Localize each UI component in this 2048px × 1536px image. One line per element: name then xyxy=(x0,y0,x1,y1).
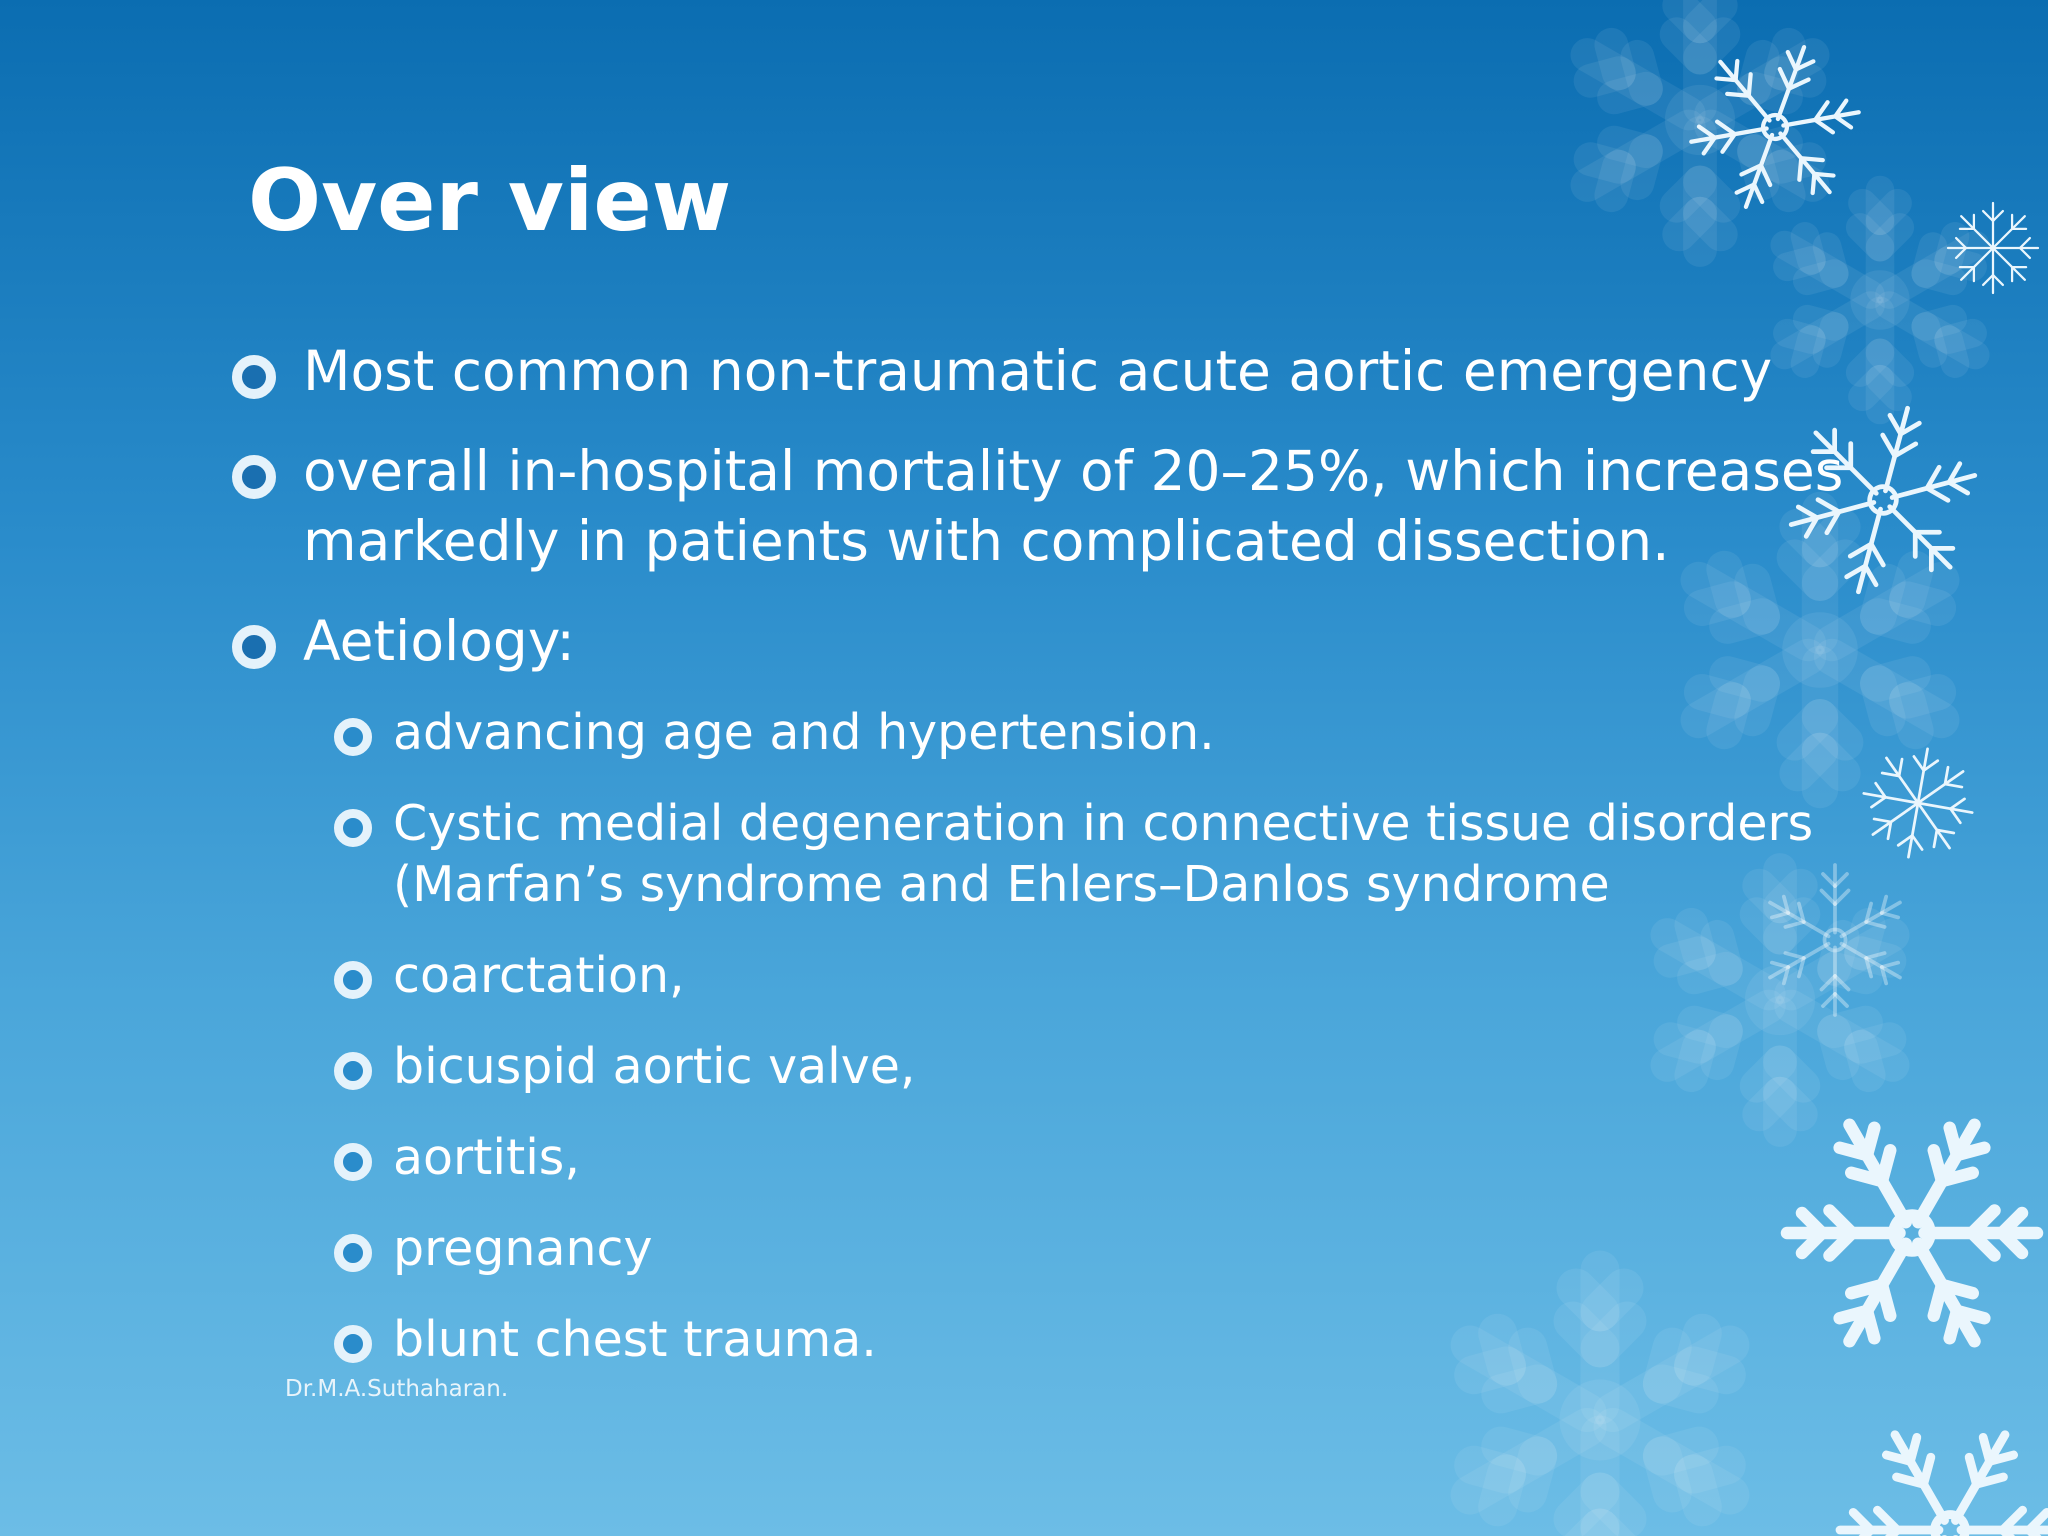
circle-bullet-icon xyxy=(334,1143,372,1181)
sub-bullet-text: advancing age and hypertension. xyxy=(393,704,1215,761)
bullet-text: overall in-hospital mortality of 20–25%, which increases markedly in patients with complicated dissection. xyxy=(303,439,1844,573)
sub-bullet-item xyxy=(230,1036,1930,1097)
sub-bullet-item xyxy=(230,1309,1930,1370)
sub-bullet-item xyxy=(230,1218,1930,1279)
sub-bullet-item xyxy=(230,702,1930,763)
circle-bullet-icon xyxy=(232,625,276,669)
sub-bullet-text: Cystic medial degeneration in connective tissue disorders (Marfan’s syndrome and Ehlers–Danlos syndrome xyxy=(393,795,1814,913)
sub-bullet-item xyxy=(230,1127,1930,1188)
circle-bullet-icon xyxy=(334,1052,372,1090)
circle-bullet-icon xyxy=(334,1325,372,1363)
sub-bullet-item xyxy=(230,793,1930,915)
sub-bullet-text: blunt chest trauma. xyxy=(393,1311,877,1368)
circle-bullet-icon xyxy=(232,355,276,399)
sub-bullet-text: coarctation, xyxy=(393,947,685,1004)
circle-bullet-icon xyxy=(334,961,372,999)
bullet-item xyxy=(230,436,1930,576)
slide-title: Over view xyxy=(248,151,732,251)
bullet-list xyxy=(230,336,1930,1370)
bullet-item xyxy=(230,336,1930,406)
sub-bullet-text: bicuspid aortic valve, xyxy=(393,1038,916,1095)
bullet-text: Most common non-traumatic acute aortic emergency xyxy=(303,339,1773,403)
sub-bullet-item xyxy=(230,945,1930,1006)
circle-bullet-icon xyxy=(334,718,372,756)
bullet-item xyxy=(230,606,1930,676)
sub-bullet-text: aortitis, xyxy=(393,1129,580,1186)
circle-bullet-icon xyxy=(334,1234,372,1272)
circle-bullet-icon xyxy=(334,809,372,847)
circle-bullet-icon xyxy=(232,455,276,499)
bullet-text: Aetiology: xyxy=(303,609,575,673)
sub-bullet-text: pregnancy xyxy=(393,1220,653,1277)
author-footer: Dr.M.A.Suthaharan. xyxy=(285,1376,509,1402)
